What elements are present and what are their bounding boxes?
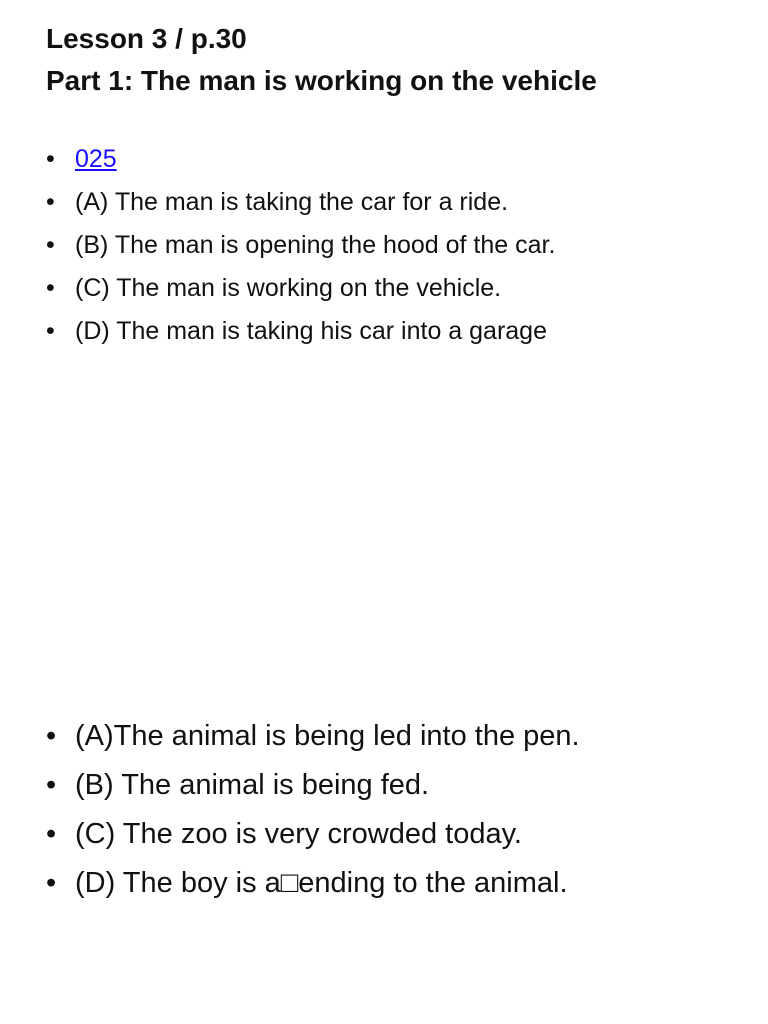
option-text: (D) The boy is a□ending to the animal. <box>75 867 568 899</box>
option-b <box>46 224 555 267</box>
question-2-options <box>46 712 580 908</box>
option-a <box>46 712 580 761</box>
option-text: (B) The man is opening the hood of the car. <box>75 231 556 259</box>
option-b <box>46 761 580 810</box>
bullet-icon: • <box>46 867 57 899</box>
option-text: (D) The man is taking his car into a garage <box>75 317 547 345</box>
option-text: (A) The man is taking the car for a ride. <box>75 188 509 216</box>
audio-item <box>46 138 555 181</box>
option-text: (C) The zoo is very crowded today. <box>75 818 522 850</box>
option-c <box>46 810 580 859</box>
bullet-icon: • <box>46 231 55 259</box>
bullet-icon: • <box>46 188 55 216</box>
bullet-icon: • <box>46 145 55 173</box>
option-c <box>46 267 555 310</box>
audio-track-link[interactable]: 025 <box>75 145 117 173</box>
lesson-title: Lesson 3 / p.30 <box>46 23 247 54</box>
option-d <box>46 859 580 908</box>
part-title: Part 1: The man is working on the vehicle <box>46 65 597 96</box>
question-1-options <box>46 138 555 353</box>
slide-header <box>46 18 746 102</box>
bullet-icon: • <box>46 274 55 302</box>
option-text: (A)The animal is being led into the pen. <box>75 720 580 752</box>
option-text: (B) The animal is being fed. <box>75 769 430 801</box>
bullet-icon: • <box>46 317 55 345</box>
option-a <box>46 181 555 224</box>
option-d <box>46 310 555 353</box>
option-text: (C) The man is working on the vehicle. <box>75 274 502 302</box>
bullet-icon: • <box>46 818 57 850</box>
bullet-icon: • <box>46 769 57 801</box>
bullet-icon: • <box>46 720 57 752</box>
